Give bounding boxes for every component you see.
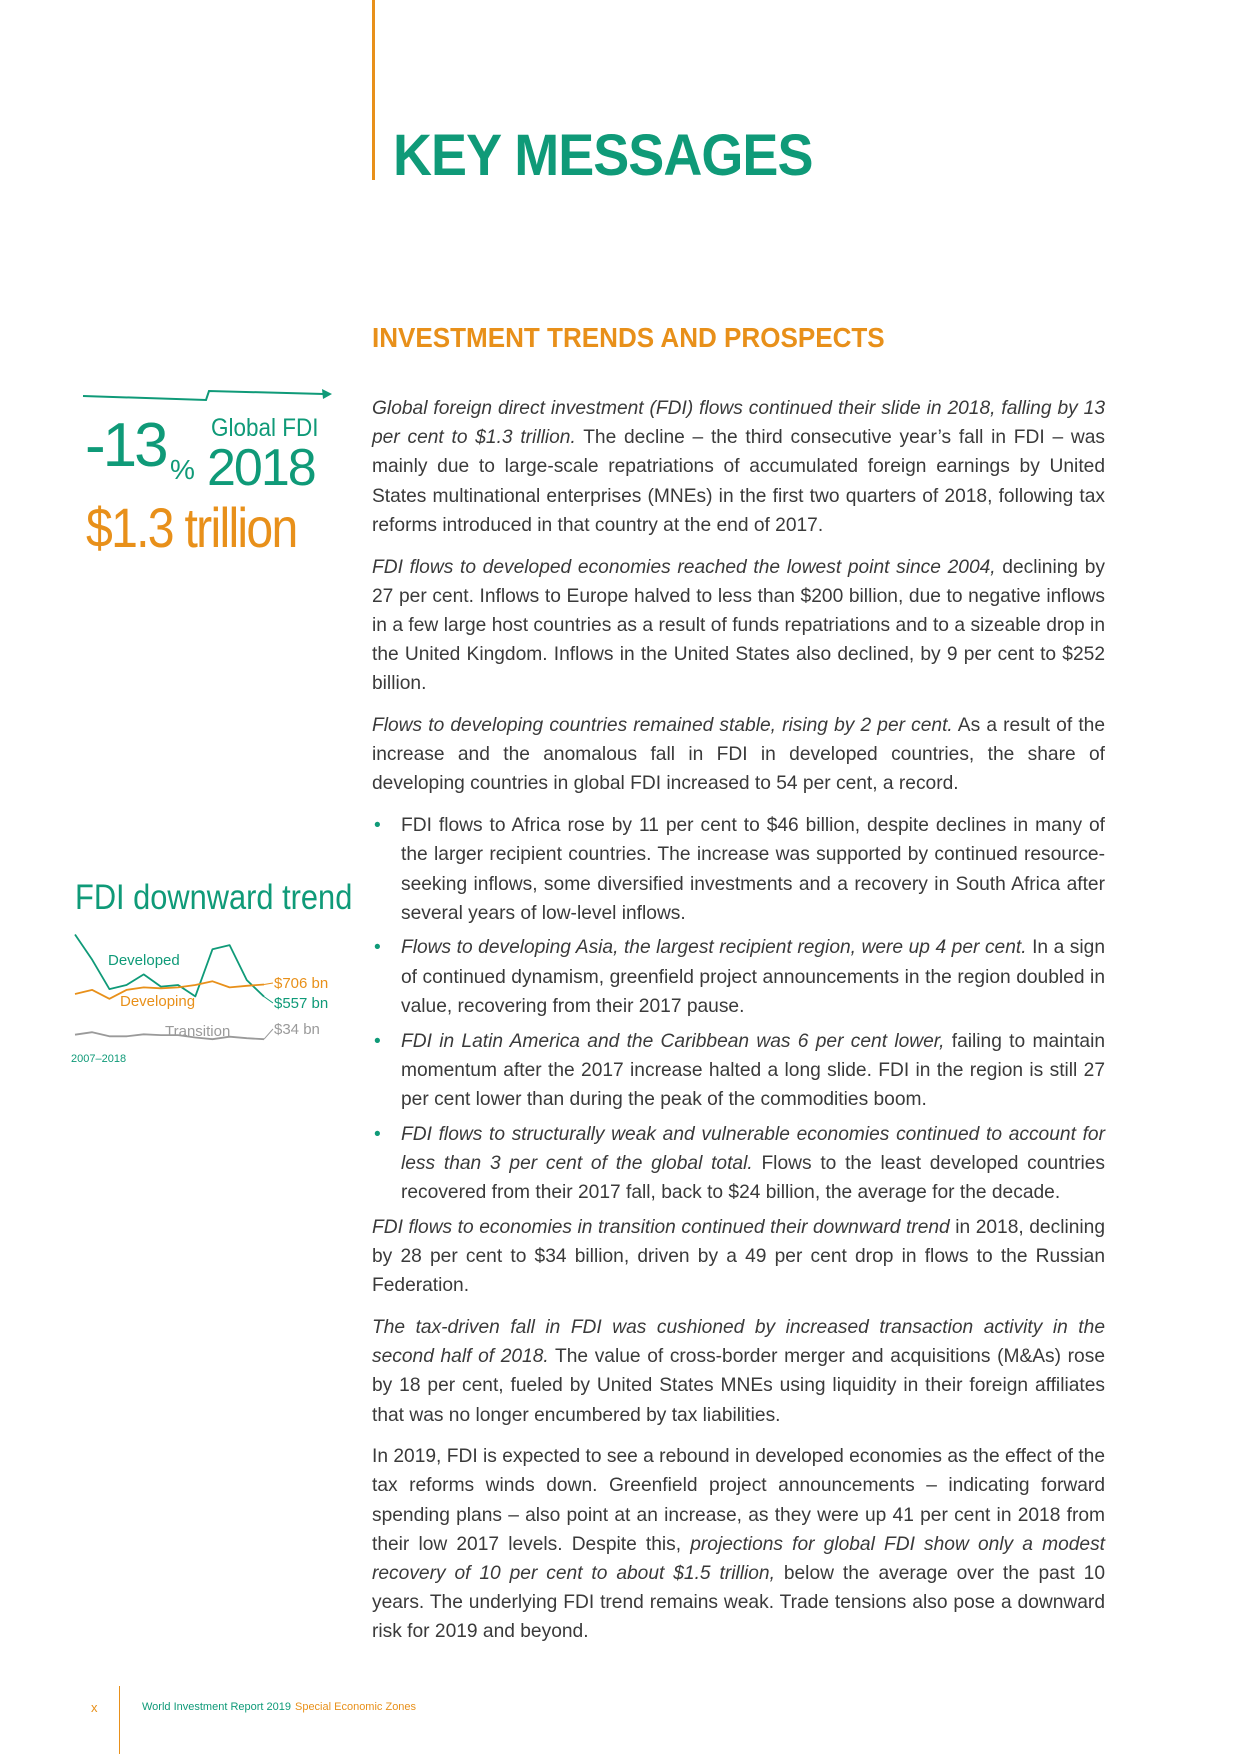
paragraph-lead: Global foreign direct investment (FDI) flows continued their slide in 2018, falling by 13 per cent to $1.3 trillion. [372,398,1105,449]
end-leader-transition [264,1029,273,1039]
bullet-text: failing to maintain momentum after the 2017 increase halted a long slide. FDI in the region is still 27 per cent lower than during the peak of the commodities boom. [401,1030,1106,1110]
paragraph [372,1442,1105,1646]
paragraph-text: declining by 27 per cent. Inflows to Europe halved to less than $200 billion, due to negative inflows in a few large host countries as a result of funds repatriations and to a sizeable drop in the United Kingdom. Inflows in the United States also declined, by 9 per cent to $252 billion. [372,556,1105,695]
paragraph-text: In 2019, FDI is expected to see a rebound in developed economies as the effect of the tax reforms winds down. Greenfield project announcements – indicating forward spending plans – also point at an increase, as they were up 41 per cent in 2018 from their low 2017 levels. Despite this, [372,1446,1105,1555]
footer-report-title: World Investment Report 2019 [142,1701,291,1713]
paragraph [372,394,1105,540]
bullet-lead: FDI flows to structurally weak and vulnerable economies continued to account for less than 3 per cent of the global total. [401,1123,1105,1174]
kpi-amount: $1.3 trillion [86,496,297,559]
kpi-label: Global FDI [211,414,319,442]
header-accent-rule [372,0,375,180]
end-label-developed: $557 bn [274,995,329,1012]
kpi-percent: -13 [85,411,166,480]
paragraph-lead: Flows to developing countries remained stable, rising by 2 per cent. [372,715,953,737]
paragraph-lead: FDI flows to developed economies reached the lowest point since 2004, [372,556,996,578]
global-fdi-kpi [80,388,340,568]
paragraph-text: The decline – the third consecutive year’s fall in FDI – was mainly due to large-scale repatriations of accumulated foreign earnings by United States multinational enterprises (MNEs) in the first two quarters of 2018, following tax reforms introduced in that country at the end of 2017. [372,427,1105,536]
paragraph-lead: The tax-driven fall in FDI was cushioned by increased transaction activity in the second half of 2018. [372,1316,1105,1368]
footer-report-subtitle: Special Economic Zones [294,1701,417,1713]
bullet-text: Flows to the least developed countries recovered from their 2017 fall, back to $24 billion, the average for the decade. [401,1152,1105,1204]
paragraph-text: The value of cross-border merger and acquisitions (M&As) rose by 18 per cent, fueled by United States MNEs using liquidity in their foreign affiliates that was no longer encumbered by tax liabilities. [372,1346,1105,1426]
bullet-item [372,1120,1105,1208]
series-label-developing: Developing [120,993,196,1010]
paragraph [372,711,1105,799]
bullet-item [372,933,1105,1021]
kpi-year: 2018 [207,439,315,497]
page-number: x [91,1700,98,1715]
bullet-item [372,811,1105,928]
main-body [372,394,1105,1659]
section-heading: INVESTMENT TRENDS AND PROSPECTS [372,322,885,353]
paragraph-emphasis: projections for global FDI show only a modest recovery of 10 per cent to about $1.5 trillion, [372,1533,1106,1585]
bullet-item [372,1027,1105,1115]
series-label-developed: Developed [108,952,180,969]
series-label-transition: Transition [165,1023,231,1040]
paragraph-lead: FDI flows to economies in transition continued their downward trend [372,1216,950,1238]
regional-bullets [372,811,1105,1207]
bullet-text: FDI flows to Africa rose by 11 per cent to $46 billion, despite declines in many of the larger recipient countries. The increase was supported by continued resource-seeking inflows, some diversified investments and a recovery in South Africa after several years of low-level inflows. [401,815,1105,924]
bullet-lead: FDI in Latin America and the Caribbean was 6 per cent lower, [401,1030,945,1052]
period-label: 2007–2018 [71,1053,127,1065]
paragraph [372,1313,1105,1430]
footer-rule [119,1686,120,1754]
fdi-trend-chart [70,920,340,1070]
paragraph-text: As a result of the increase and the anomalous fall in FDI in developed countries, the share of developing countries in global FDI increased to 54 per cent, a record. [372,715,1105,795]
page-title: KEY MESSAGES [393,123,813,188]
trend-chart-title: FDI downward trend [75,878,353,917]
paragraph-text: below the average over the past 10 years. The underlying FDI trend remains weak. Trade tensions also pose a downward risk for 2019 and beyond. [372,1563,1105,1643]
footer-running-title [142,1701,416,1713]
end-leader-developed [264,997,273,1003]
bullet-lead: Flows to developing Asia, the largest recipient region, were up 4 per cent. [401,937,1027,959]
bullet-text: In a sign of continued dynamism, greenfield project announcements in the region doubled in value, recovering from their 2017 pause. [401,937,1105,1017]
paragraph-text: in 2018, declining by 28 per cent to $34 billion, driven by a 49 per cent drop in flows to the Russian Federation. [372,1216,1105,1297]
end-label-developing: $706 bn [274,975,329,992]
kpi-percent-sign: % [170,454,195,485]
paragraph [372,1213,1105,1301]
end-label-transition: $34 bn [274,1021,320,1038]
paragraph [372,553,1105,699]
end-leader-developing [264,983,273,985]
